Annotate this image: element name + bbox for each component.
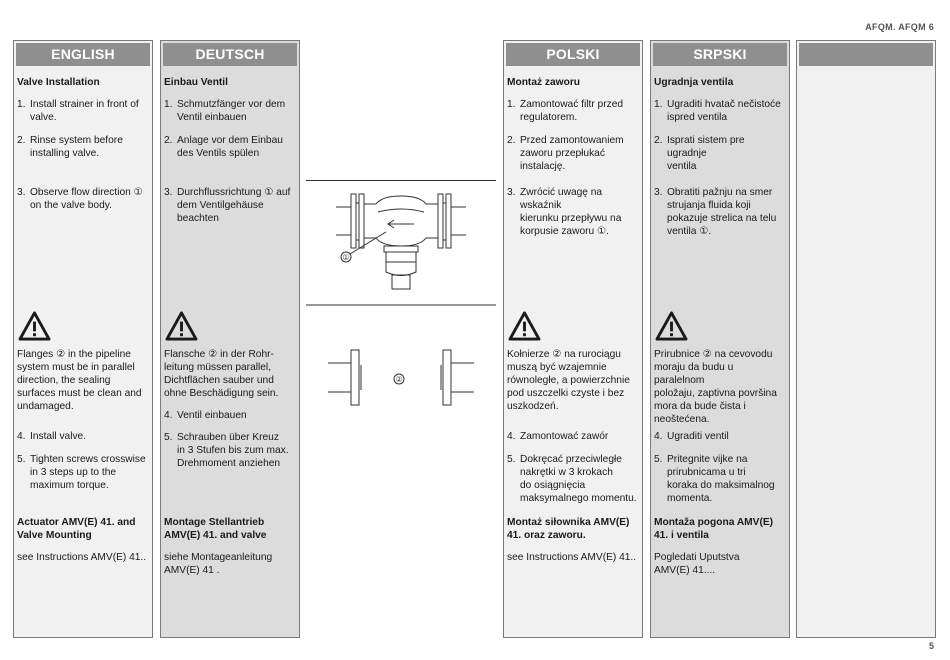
doc-code: AFQM. AFQM 6 xyxy=(865,22,934,32)
step-4: 4. Ugraditi ventil xyxy=(654,431,729,442)
section-title-actuator: Montage Stellantrieb AMV(E) 41. and valve xyxy=(164,517,267,541)
page-number: 5 xyxy=(928,641,934,651)
section-title-actuator: Montaža pogona AMV(E) 41. i ventila xyxy=(654,517,774,541)
section-title-actuator: Actuator AMV(E) 41. and Valve Mounting xyxy=(17,517,136,541)
step-5: 5. Tighten screws crosswise in 3 steps up to the maximum torque. xyxy=(17,454,146,491)
column-blank xyxy=(796,40,936,638)
flanges-note: Prirubnice ② na cevovodu moraju da budu u paralelnom položaju, zaptivna površina mora da bude čista i neoštećena. xyxy=(654,349,777,425)
step-4: 4. Install valve. xyxy=(17,431,87,442)
step-3: 3. Observe flow direction ① on the valve body. xyxy=(17,187,143,211)
column-title-english: ENGLISH xyxy=(16,43,150,66)
section-title-valve-installation: Montaż zaworu xyxy=(507,77,581,88)
column-title-srpski: SRPSKI xyxy=(653,43,787,66)
step-2: 2. Przed zamontowaniem zaworu przepłukać instalację. xyxy=(507,135,624,172)
valve-body-drawing xyxy=(336,194,466,289)
flanges-note: Kołnierze ② na rurociągu muszą być wzajemnie równoległe, a powierzchnie pod uszczelki czyste i bez uszkodzeń. xyxy=(507,349,630,412)
column-deutsch xyxy=(160,40,300,638)
step-5: 5. Pritegnite vijke na prirubnicama u tri koraka do maksimalnog momenta. xyxy=(654,454,775,504)
flanges-note: Flanges ② in the pipeline system must be in parallel direction, the sealing surfaces must be clean and undamaged. xyxy=(17,349,142,412)
section-title-valve-installation: Valve Installation xyxy=(17,77,100,88)
valve-diagram xyxy=(306,180,496,420)
step-1: 1. Install strainer in front of valve. xyxy=(17,99,139,123)
see-instructions: siehe Montageanleitung AMV(E) 41 . xyxy=(164,552,273,576)
step-2: 2. Isprati sistem pre ugradnje ventila xyxy=(654,135,745,172)
section-title-actuator: Montaż siłownika AMV(E) 41. oraz zaworu. xyxy=(507,517,630,541)
callout-flanges: ② xyxy=(395,375,403,384)
step-4: 4. Zamontować zawór xyxy=(507,431,609,442)
step-3: 3. Obratiti pažnju na smer strujanja fluida koji pokazuje strelica na telu ventila ①. xyxy=(654,187,777,237)
warning-icon xyxy=(165,311,198,341)
column-english xyxy=(13,40,153,638)
see-instructions: see Instructions AMV(E) 41.. xyxy=(507,552,637,563)
step-3: 3. Durchflussrichtung ① auf dem Ventilgehäuse beachten xyxy=(164,187,291,224)
column-srpski xyxy=(650,40,790,638)
callout-flow-direction: ① xyxy=(342,253,350,262)
column-title-deutsch: DEUTSCH xyxy=(163,43,297,66)
warning-icon xyxy=(508,311,541,341)
warning-icon xyxy=(18,311,51,341)
step-1: 1. Ugraditi hvatač nečistoće ispred ventila xyxy=(654,99,781,123)
warning-icon xyxy=(655,311,688,341)
step-1: 1. Zamontować filtr przed regulatorem. xyxy=(507,99,624,123)
step-4: 4. Ventil einbauen xyxy=(164,410,247,421)
column-title-blank xyxy=(799,43,933,66)
step-2: 2. Rinse system before installing valve. xyxy=(17,135,123,159)
section-title-valve-installation: Einbau Ventil xyxy=(164,77,228,88)
step-2: 2. Anlage vor dem Einbau des Ventils spülen xyxy=(164,135,283,159)
see-instructions: Pogledati Uputstva AMV(E) 41.... xyxy=(654,552,740,576)
flanges-note: Flansche ② in der Rohr- leitung müssen parallel, Dichtflächen sauber und ohne Beschädigung sein. xyxy=(164,349,279,399)
column-title-polski: POLSKI xyxy=(506,43,640,66)
step-5: 5. Dokręcać przeciwległe nakrętki w 3 krokach do osiągnięcia maksymalnego momentu. xyxy=(507,454,637,504)
step-5: 5. Schrauben über Kreuz in 3 Stufen bis zum max. Drehmoment anziehen xyxy=(164,432,289,469)
step-3: 3. Zwrócić uwagę na wskaźnik kierunku przepływu na korpusie zaworu ①. xyxy=(507,187,622,237)
see-instructions: see Instructions AMV(E) 41.. xyxy=(17,552,147,563)
section-title-valve-installation: Ugradnja ventila xyxy=(654,77,734,88)
column-polski xyxy=(503,40,643,638)
step-1: 1. Schmutzfänger vor dem Ventil einbauen xyxy=(164,99,286,123)
